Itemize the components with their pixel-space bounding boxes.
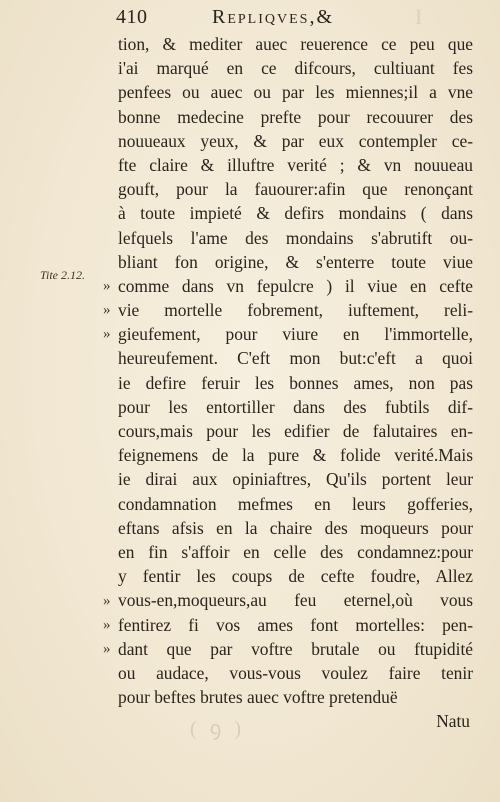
text-line: cours,mais pour les edifier de falutaires en- <box>118 421 473 441</box>
text-line: lefquels l'ame des mondains s'abrutift ou- <box>118 227 473 248</box>
text-line: dant que par voftre brutale ou ftupidité <box>118 638 473 659</box>
text-line: nouueaux yeux, & par eux contempler ce- <box>118 130 473 151</box>
text-line: pour beftes brutes auec voftre pretenduë <box>118 687 398 708</box>
margin-reference: Tite 2.12. <box>40 268 86 282</box>
text-line: bliant fon origine, & s'enterre toute viue <box>118 251 473 272</box>
text-line: ou audace, vous-vous voulez faire tenir <box>118 662 473 683</box>
text-line: i'ai marqué en ce difcours, cultiuant fes <box>118 58 473 79</box>
text-line: à toute impieté & defirs mondains ( dans <box>118 203 473 224</box>
text-line: gieufement, pour viure en l'immortelle, <box>118 324 473 345</box>
text-line: heureufement. C'eft mon but:c'eft a quoi <box>118 348 473 369</box>
text-line: gouft, pour la fauourer:afin que renonçant <box>118 179 473 200</box>
text-line: en fin s'affoir en celle des condamnez:pour <box>118 541 473 562</box>
text-line: fentirez fi vos ames font mortelles: pen- <box>118 614 473 635</box>
text-line: eftans afsis en la chaire des moqueurs pour <box>118 517 473 538</box>
text-line: pour les entortiller dans des fubtils dif- <box>118 396 473 417</box>
text-line: condamnation mefmes en leurs gofferies, <box>118 493 473 514</box>
text-line: fte claire & illuftre verité ; & vn nouueau <box>118 154 473 175</box>
bleed-through-mark: I <box>415 4 423 29</box>
text-line: ie defire feruir les bonnes ames, non pas <box>118 372 473 393</box>
text-line: bonne medecine prefte pour recouurer des <box>118 106 473 127</box>
margin-quote-mark: » <box>103 326 111 343</box>
margin-quote-mark: » <box>103 592 111 609</box>
margin-quote-mark: » <box>103 641 111 657</box>
text-line: vous-en,moqueurs,au feu eternel,où vous <box>118 590 473 611</box>
page-header <box>116 6 476 32</box>
text-line: vie mortelle fobrement, iuftement, reli- <box>118 300 473 321</box>
bleed-through-mark: ( ꝯ ) <box>190 718 246 740</box>
catchword: Natu <box>436 711 470 731</box>
text-line: comme dans vn fepulcre ) il viue en cefte <box>118 275 473 296</box>
text-line: y fentir les coups de cefte foudre, Allez <box>118 566 473 587</box>
text-line: penfees ou auec ou par les miennes;il a vne <box>118 82 473 103</box>
margin-quote-mark: » <box>103 616 111 633</box>
body-text <box>118 32 473 709</box>
margin-quote-mark: » <box>103 302 111 319</box>
text-line: feignemens de la pure & folide verité.Mais <box>118 445 473 466</box>
text-line: tion, & mediter auec reuerence ce peu que <box>118 34 473 54</box>
running-title: Repliqves,& <box>212 6 335 28</box>
margin-quote-mark: » <box>103 278 111 294</box>
page-number: 410 <box>116 6 148 28</box>
text-line: ie dirai aux opiniaftres, Qu'ils portent leur <box>118 469 473 490</box>
